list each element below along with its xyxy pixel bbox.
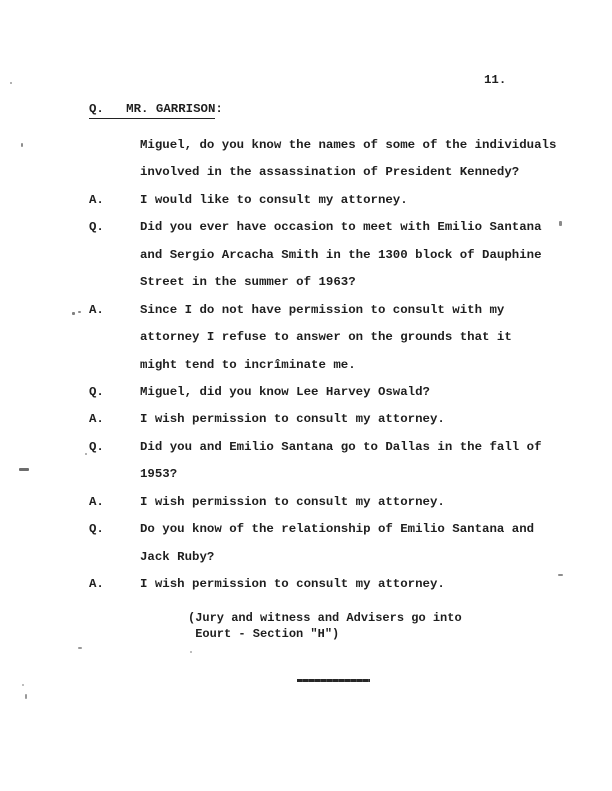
stage-direction-line: (Jury and witness and Advisers go into [188, 611, 462, 625]
qa-lines [140, 434, 579, 489]
qa-entry [89, 406, 579, 433]
qa-line: Do you know of the relationship of Emilio Santana and [140, 522, 535, 537]
qa-label: A. [89, 577, 104, 591]
signature-rule [297, 679, 370, 682]
speaker-heading [89, 102, 223, 116]
scan-speck [21, 143, 23, 147]
qa-label: A. [89, 412, 104, 427]
scan-speck [78, 311, 81, 313]
qa-label: Q. [89, 220, 104, 235]
scan-speck [558, 574, 563, 576]
qa-entry [89, 187, 579, 214]
qa-lines [140, 379, 579, 406]
scan-speck [85, 453, 87, 455]
qa-line: attorney I refuse to answer on the grounds that it [140, 330, 512, 345]
qa-line: Miguel, do you know the names of some of the individuals [140, 138, 557, 152]
qa-lines [140, 297, 579, 379]
stage-direction-line: Eourt - Section "H") [188, 626, 340, 641]
qa-line: involved in the assassination of President Kennedy? [140, 165, 520, 180]
qa-entry [89, 132, 579, 187]
qa-lines [140, 571, 579, 598]
scan-speck [22, 684, 24, 686]
qa-lines [140, 406, 579, 433]
scan-speck [72, 312, 75, 315]
qa-lines [140, 516, 579, 571]
qa-line: and Sergio Arcacha Smith in the 1300 block of Dauphine [140, 247, 542, 262]
qa-line: Did you and Emilio Santana go to Dallas in the fall of [140, 439, 542, 454]
scan-speck [559, 221, 562, 226]
scan-speck [190, 651, 192, 653]
qa-entry [89, 489, 579, 516]
qa-label: A. [89, 494, 104, 509]
qa-entry [89, 214, 579, 296]
qa-label: A. [89, 192, 104, 207]
speaker-heading-colon: : [215, 102, 223, 116]
scan-speck [78, 647, 82, 649]
qa-lines [140, 187, 579, 214]
qa-line: Street in the summer of 1963? [140, 275, 356, 290]
scan-speck [10, 82, 12, 84]
qa-body [89, 132, 579, 598]
qa-line: 1953? [140, 467, 178, 482]
qa-entry [89, 297, 579, 379]
qa-label [89, 132, 140, 159]
scan-speck [19, 468, 29, 471]
qa-lines [140, 132, 579, 187]
qa-label: A. [89, 302, 104, 317]
qa-entry [89, 516, 579, 571]
qa-line: Since I do not have permission to consult with my [140, 302, 505, 317]
qa-line: I wish permission to consult my attorney. [140, 577, 445, 591]
qa-line: Jack Ruby? [140, 549, 215, 564]
qa-entry [89, 434, 579, 489]
qa-line: Miguel, did you know Lee Harvey Oswald? [140, 384, 430, 399]
qa-entry [89, 379, 579, 406]
qa-line: I wish permission to consult my attorney. [140, 412, 445, 427]
qa-line: Did you ever have occasion to meet with Emilio Santana [140, 220, 542, 235]
qa-lines [140, 489, 579, 516]
speaker-heading-text: Q. MR. GARRISON [89, 102, 215, 119]
qa-label: Q. [89, 384, 104, 399]
stage-direction [188, 611, 462, 642]
page-number: 11. [484, 73, 507, 87]
qa-label: Q. [89, 439, 104, 454]
qa-entry [89, 571, 579, 598]
qa-line: might tend to incrîminate me. [140, 357, 356, 372]
scan-speck [25, 694, 27, 699]
qa-label: Q. [89, 522, 104, 537]
qa-line: I would like to consult my attorney. [140, 192, 408, 207]
qa-lines [140, 214, 579, 296]
qa-line: I wish permission to consult my attorney. [140, 494, 445, 509]
